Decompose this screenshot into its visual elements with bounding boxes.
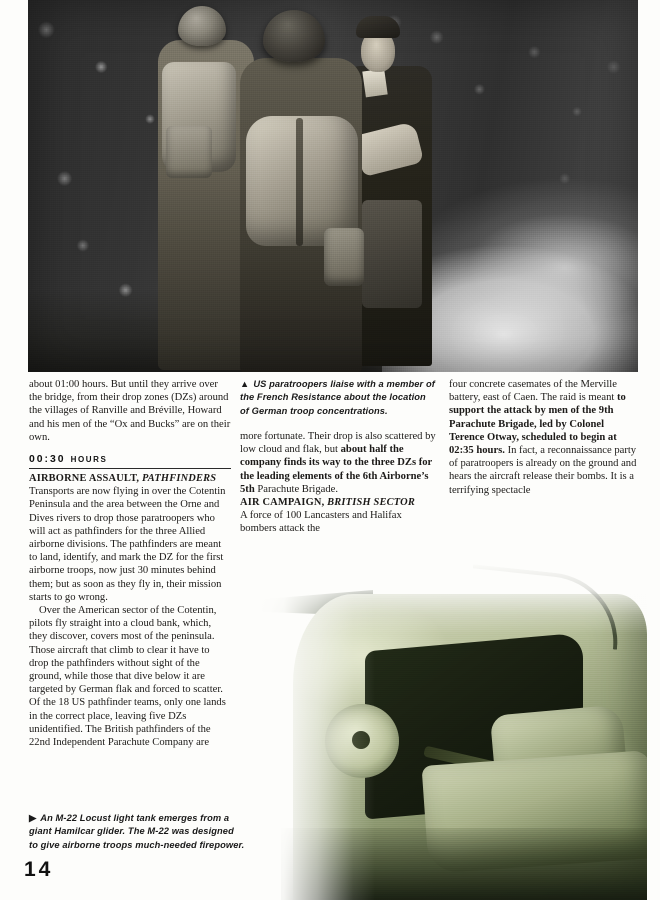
section-heading-air-campaign <box>240 496 438 509</box>
paragraph-lead: about 01:00 hours. But until they arrive over the bridge, from their drop zones (DZs) around the villages of Ranville and Bréville, Howard and his men of the “Ox and Bucks” are on their own. <box>29 379 231 443</box>
caption-top-text: US paratroopers liaise with a member of the French Resistance about the location of German troop concentrations. <box>240 379 435 416</box>
right-plain-1: four concrete casemates of the Merville battery, east of Caen. The raid is meant <box>449 379 617 404</box>
middle-plain-2: Parachute Brigade. <box>257 483 338 495</box>
section-heading-airborne-assault <box>29 472 231 485</box>
paragraph-air-campaign: A force of 100 Lancasters and Halifax bombers attack the <box>240 510 402 535</box>
right-plain-2: In fact, a reconnaissance party of paratroopers is already on the ground and hears the aircraft release their bombs. It is a terrifying spectacle <box>449 445 637 496</box>
photo-fade-top <box>255 562 647 634</box>
caption-up-triangle-icon: ▲ <box>240 379 250 389</box>
middle-bold: about half the company finds its way to the three DZs for the leading elements of the 6th Airborne’s 5th <box>240 444 433 495</box>
caption-top-photo <box>240 378 436 418</box>
tank-hull <box>422 750 647 874</box>
photo-locust-tank-glider <box>255 562 647 900</box>
air-campaign-italic: BRITISH SECTOR <box>327 497 415 509</box>
french-civilian-collar <box>362 69 387 98</box>
tank-main-gun <box>423 746 535 782</box>
section-heading-plain: AIRBORNE ASSAULT, <box>29 473 143 485</box>
section-rule <box>29 468 231 469</box>
air-campaign-plain: AIR CAMPAIGN, <box>240 497 328 509</box>
photo-fade-left <box>255 562 375 900</box>
text-column-right <box>449 378 639 497</box>
soldier-center-canteen <box>324 228 364 286</box>
soldier-left-pouch <box>166 126 212 178</box>
glider-wing <box>255 590 373 616</box>
paragraph-right-continuation <box>449 378 639 497</box>
french-civilian-satchel <box>362 200 422 308</box>
glider-wheel <box>325 704 399 778</box>
photo-paratroopers-with-resistance <box>28 0 638 372</box>
right-bold: to support the attack by men of the 9th Parachute Brigade, led by Colonel Terence Otway, scheduled to begin at 02:35 hours. <box>449 392 626 457</box>
photo-ground-shadow <box>281 828 647 900</box>
section-heading-italic: PATHFINDERS <box>142 473 217 485</box>
paragraph-pathfinders-1: Transports are now flying in over the Cotentin Peninsula and the area between the Orne and Dives rivers to drop those paratroopers who will act as pathfinders for the three Allied airborne divisions. The pathfinders are meant to land, identify, and mark the DZ for the first airborne troops, now just 30 minutes behind them; but as soon as they fly in, their mission starts to go wrong. <box>29 486 226 603</box>
page-number: 14 <box>24 858 54 881</box>
glider-cable <box>466 564 624 650</box>
paragraph-pathfinders-2: Over the American sector of the Cotentin, pilots fly straight into a cloud bank, which, they discover, covers most of the peninsula. Those aircraft that climb to clear it have to drop the pathfinders without sight of the ground, while those that dive below it are targeted by German flak and forced to scatter. Of the 18 US pathfinder teams, only one lands in the correct place, leaving five DZs unidentified. The British pathfinders of the 22nd Independent Parachute Company are <box>29 605 226 749</box>
time-heading-value: 00:30 <box>29 454 66 466</box>
soldier-center-strap <box>296 118 303 246</box>
tank-turret <box>490 704 628 793</box>
caption-right-triangle-icon: ▶ <box>29 813 37 823</box>
caption-bottom-photo <box>29 812 245 852</box>
middle-plain-1: more fortunate. Their drop is also scattered by low cloud and flak, but <box>240 431 436 456</box>
french-civilian-cap <box>356 16 400 38</box>
caption-bottom-text: An M-22 Locust light tank emerges from a giant Hamilcar glider. The M-22 was designed to give airborne troops much-needed firepower. <box>29 813 245 850</box>
text-column-middle <box>240 430 438 535</box>
paragraph-middle-continuation <box>240 430 438 496</box>
photo-grain-overlay-2 <box>255 562 647 900</box>
time-heading-unit: HOURS <box>70 455 108 465</box>
glider-fuselage <box>293 594 647 900</box>
text-column-left <box>29 378 231 749</box>
time-heading-0030 <box>29 453 231 466</box>
glider-cargo-bay <box>365 632 583 819</box>
